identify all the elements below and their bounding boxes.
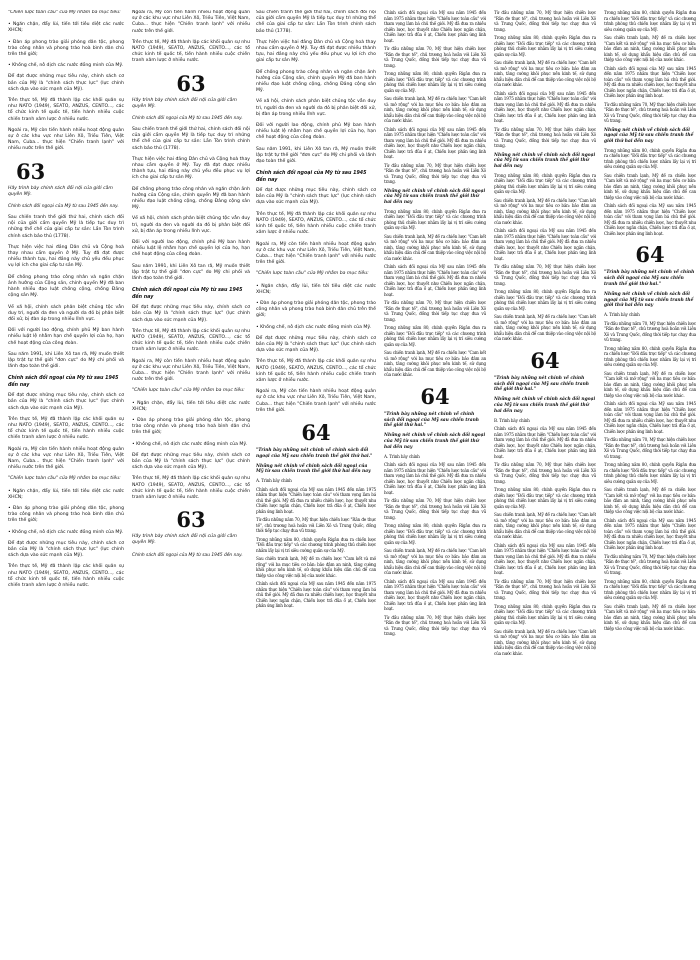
section-heading: Những nét chính về chính sách đối ngoại của Mỹ từ sau chiến tranh thế giới thứ hai đến nay: [494, 397, 596, 414]
goal-3: • Khống chế, nô dịch các nước đồng minh của Mỹ.: [132, 441, 248, 447]
section-heading: Những nét chính về chính sách đối ngoại của Mỹ từ sau chiến tranh thế giới thứ hai đến nay: [384, 433, 486, 450]
dense-paragraph: Sau chiến tranh lạnh, Mỹ đề ra chiến lược "Cam kết và mở rộng" với ba mục tiêu cơ bản: bảo đảm an ninh, tăng cường khôi phục nền kinh tế, sử dụng khẩu hiệu dân chủ để can thiệp vào công việc nội bộ của nước khác.: [604, 603, 696, 631]
goal-1: • Ngăn chặn, đẩy lùi, tiến tới tiêu diệt các nước XHCN;: [132, 400, 250, 412]
result-intro: Để đạt được những mục tiêu này, chính sách cơ bản của Mỹ là "chính sách thực lực" (lực chính sách dựa vào sức mạnh của Mỹ).: [8, 74, 124, 92]
dense-paragraph: Sau chiến tranh lạnh, Mỹ đề ra chiến lược "Cam kết và mở rộng" với ba mục tiêu cơ bản: bảo đảm an ninh, tăng cường khôi phục nền kinh tế, sử dụng khẩu hiệu dân chủ để can thiệp vào công việc nội bộ của nước khác.: [494, 314, 596, 342]
dense-paragraph: Trong những năm 80, chính quyền Rigân đưa ra chiến lược "Đối đầu trực tiếp" và các chương trình phòng thủ chiến lược nhằm lấy lại vị trí siêu cường quân sự của Mỹ.: [494, 289, 596, 311]
question: Hãy trình bày chính sách đối nội của giới cầm quyền Mỹ.: [132, 534, 237, 546]
dense-paragraph: Trong những năm 80, chính quyền Rigân đưa ra chiến lược "Đối đầu trực tiếp" và các chương trình phòng thủ chiến lược nhằm lấy lại vị trí siêu cường quân sự của Mỹ.: [604, 10, 696, 32]
sub-heading: A. Trình bày chính: [604, 312, 640, 318]
dense-paragraph: Từ đầu những năm 70, Mỹ thực hiện chiến lược "Răn đe thực tế", chủ trương hoà hoãn với Liên Xô và Trung Quốc, đồng thời tiếp tục chạy đua vũ trang.: [384, 300, 486, 322]
dense-paragraph: Từ đầu những năm 70, Mỹ thực hiện chiến lược "Răn đe thực tế", chủ trương hoà hoãn với Liên Xô và Trung Quốc, đồng thời tiếp tục chạy đua vũ trang.: [494, 578, 596, 601]
dense-paragraph: Trong những năm 80, chính quyền Rigân đưa ra chiến lược "Đối đầu trực tiếp" và các chương trình phòng thủ chiến lược nhằm lấy lại vị trí siêu cường quân sự của Mỹ.: [604, 345, 696, 368]
intro: Sau chiến tranh thế giới thứ hai, chính sách đối nội của giới cầm quyền Mỹ là tiếp tục duy trì những thể chế của giai cấp tư sản: Lần Tòn trình chính sách bảo thủ (1778).: [256, 10, 376, 34]
dense-paragraph: Chính sách đối ngoại của Mỹ sau năm 1945 đến năm 1975 nhằm thực hiện "Chiến lược toàn cầu" với tham vọng làm bá chủ thế giới. Mỹ đã đưa ra nhiều chiến lược, học thuyết như Chiến lược ngăn chặn, Chiến lược trả đũa ồ ạt, Chiến lược phản ứng linh hoạt.: [494, 90, 596, 123]
dense-paragraph: Từ đầu những năm 70, Mỹ thực hiện chiến lược "Răn đe thực tế", chủ trương hoà hoãn với Liên Xô và Trung Quốc, đồng thời tiếp tục chạy đua vũ trang.: [494, 126, 596, 148]
dense-paragraph: Sau chiến tranh lạnh, Mỹ đề ra chiến lược "Cam kết và mở rộng" với ba mục tiêu cơ bản: bảo đảm an ninh, tăng cường khôi phục nền kinh tế, sử dụng khẩu hiệu dân chủ để can thiệp vào công việc nội bộ của nước khác.: [604, 35, 696, 62]
dense-paragraph: Chính sách đối ngoại của Mỹ sau năm 1945 đến năm 1975 nhằm thực hiện "Chiến lược toàn cầu" với tham vọng làm bá chủ thế giới. Mỹ đã đưa ra nhiều chiến lược, học thuyết như Chiến lược ngăn chặn, Chiến lược trả đũa ồ ạt, Chiến lược phản ứng linh hoạt.: [256, 581, 376, 609]
goal-1: • Ngăn chặn, đẩy lùi, tiến tới tiêu diệt các nước XHCN;: [8, 488, 124, 500]
dense-paragraph: Chính sách đối ngoại của Mỹ sau năm 1945 đến năm 1975 nhằm thực hiện "Chiến lược toàn cầu" với tham vọng làm bá chủ thế giới. Mỹ đã đưa ra nhiều chiến lược, học thuyết như Chiến lược ngăn chặn, Chiến lược trả đũa ồ ạt, Chiến lược phản ứng linh hoạt.: [604, 401, 696, 434]
dense-paragraph: Chính sách đối ngoại của Mỹ sau năm 1945 đến năm 1975 nhằm thực hiện "Chiến lược toàn cầu" với tham vọng làm bá chủ thế giới. Mỹ đã đưa ra nhiều chiến lược, học thuyết như Chiến lược ngăn chặn, Chiến lược trả đũa ồ ạt, Chiến lược phản ứng linh hoạt.: [604, 65, 696, 98]
dense-paragraph: Chính sách đối ngoại của Mỹ sau năm 1945 đến năm 1975 nhằm thực hiện "Chiến lược toàn cầu" với tham vọng làm bá chủ thế giới. Mỹ đã đưa ra nhiều chiến lược, học thuyết như Chiến lược ngăn chặn, Chiến lược trả đũa ồ ạt, Chiến lược phản ứng linh hoạt.: [384, 264, 486, 297]
result-intro: Để đạt được những mục tiêu này, chính sách cơ bản của Mỹ là "chính sách thực lực" (lực chính sách dựa vào sức mạnh của Mỹ).: [132, 305, 250, 323]
dense-paragraph: Sau chiến tranh lạnh, Mỹ đề ra chiến lược "Cam kết và mở rộng" với ba mục tiêu cơ bản: bảo đảm an ninh, tăng cường khôi phục nền kinh tế, sử dụng khẩu hiệu dân chủ để can thiệp vào công việc nội bộ của nước khác.: [494, 197, 596, 225]
alliances: Trên thực tế, Mỹ đã thành lập các khối quân sự như NATO (1949), SEATO, ANZUS, CENTO..., các tổ chức kinh tế quốc tế, tiến hành nhiều cuộc chiến tranh xâm lược ở nhiều nước.: [132, 328, 250, 353]
question-ref: Chính sách đối ngoại của Mỹ từ sau 1945 đến nay.: [132, 116, 243, 122]
equality: Về xã hội, chính sách phân biệt chủng tộc vẫn duy trì, người da đen và người da đỏ bị phân biệt đối xử, bị đàn áp trong nhiều lĩnh vực.: [8, 304, 124, 322]
quote: "Chiến lược toàn cầu" của Mỹ nhằm ba mục tiêu:: [256, 271, 369, 277]
column-4: [384, 10, 486, 640]
dense-paragraph: Chính sách đối ngoại của Mỹ sau năm 1945 đến năm 1975 nhằm thực hiện "Chiến lược toàn cầu" với tham vọng làm bá chủ thế giới. Mỹ đã đưa ra nhiều chiến lược, học thuyết như Chiến lược ngăn chặn, Chiến lược trả đũa ồ ạt, Chiến lược phản ứng linh hoạt.: [494, 228, 596, 261]
section-heading: Chính sách đối ngoại của Mỹ từ sau 1945 đến nay: [8, 376, 119, 388]
goal-3: • Khống chế, nô dịch các nước đồng minh của Mỹ.: [8, 63, 124, 69]
cold-war: Ngoài ra, Mỹ còn tiến hành nhiều hoạt động quân sự ở các khu vực như Liên Xô, Triều Tiên, Việt Nam, Cuba... thực hiện "Chiến tranh lạnh" với nhiều nước trên thế giới.: [256, 241, 376, 266]
goal-3: • Khống chế, nô dịch các nước đồng minh của Mỹ.: [256, 324, 372, 330]
section-heading: Những nét chính về chính sách đối ngoại của Mỹ từ sau chiến tranh thế giới thứ hai đến nay: [604, 291, 694, 309]
column-6: [604, 10, 696, 634]
goal-2: • Đàn áp phong trào giải phóng dân tộc, phong trào công nhân và phong trào hoà bình dân chủ trên thế giới;: [8, 505, 124, 524]
dense-paragraph: Trong những năm 80, chính quyền Rigân đưa ra chiến lược "Đối đầu trực tiếp" và các chương trình phòng thủ chiến lược nhằm lấy lại vị trí siêu cường quân sự của Mỹ.: [604, 147, 696, 170]
dense-paragraph: Chính sách đối ngoại của Mỹ sau năm 1945 đến năm 1975 nhằm thực hiện "Chiến lược toàn cầu" với tham vọng làm bá chủ thế giới. Mỹ đã đưa ra nhiều chiến lược, học thuyết như Chiến lược ngăn chặn, Chiến lược trả đũa ồ ạt, Chiến lược phản ứng linh hoạt.: [384, 462, 486, 495]
question: Hãy trình bày chính sách đối nội của giới cầm quyền Mỹ.: [8, 185, 113, 197]
parties: Thực hiện việc hai đảng Dân chủ và Cộng hoà thay nhau cầm quyền ở Mỹ. Tuy đã đạt được nhiều thành tựu, hai đảng này chủ yếu đều phục vụ lợi ích cho giai cấp tư sản Mỹ.: [132, 156, 250, 181]
goal-2: • Đàn áp phong trào giải phóng dân tộc, phong trào công nhân và phong trào hoà bình dân chủ trên thế giới;: [132, 417, 250, 436]
dense-paragraph: Trong những năm 80, chính quyền Rigân đưa ra chiến lược "Đối đầu trực tiếp" và các chương trình phòng thủ chiến lược nhằm lấy lại vị trí siêu cường quân sự của Mỹ.: [256, 536, 376, 553]
column-1: [8, 10, 124, 594]
section-heading: Những nét chính về chính sách đối ngoại của Mỹ từ sau chiến tranh thế giới thứ hai đến nay: [256, 463, 371, 475]
quote: "Chiến lược toàn cầu" của Mỹ nhằm ba mục tiêu:: [8, 10, 121, 15]
dense-paragraph: Chính sách đối ngoại của Mỹ sau năm 1945 đến năm 1975 nhằm thực hiện "Chiến lược toàn cầu" với tham vọng làm bá chủ thế giới. Mỹ đã đưa ra nhiều chiến lược, học thuyết như Chiến lược ngăn chặn, Chiến lược trả đũa ồ ạt, Chiến lược phản ứng linh hoạt.: [384, 10, 486, 43]
section-number: 63: [176, 507, 206, 533]
cold-war: Ngoài ra, Mỹ còn tiến hành nhiều hoạt động quân sự ở các khu vực như Liên Xô, Triều Tiên, Việt Nam, Cuba... thực hiện "Chiến tranh lạnh" với nhiều nước trên thế giới.: [256, 389, 376, 413]
result-intro: Để đạt được những mục tiêu này, chính sách cơ bản của Mỹ là "chính sách thực lực" (lực chính sách dựa vào sức mạnh của Mỹ).: [256, 335, 376, 354]
dense-paragraph: Từ đầu những năm 70, Mỹ thực hiện chiến lược "Răn đe thực tế", chủ trương hoà hoãn với Liên Xô và Trung Quốc, đồng thời tiếp tục chạy đua vũ trang.: [494, 264, 596, 286]
alliances: Trên thực tế, Mỹ đã thành lập các khối quân sự như NATO (1949), SEATO, ANZUS, CENTO..., các tổ chức kinh tế quốc tế, tiến hành nhiều cuộc chiến tranh xâm lược ở nhiều nước.: [8, 98, 124, 122]
section-number: 64: [530, 347, 560, 373]
dense-paragraph: Từ đầu những năm 70, Mỹ thực hiện chiến lược "Răn đe thực tế", chủ trương hoà hoãn với Liên Xô và Trung Quốc, đồng thời tiếp tục chạy đua vũ trang.: [384, 614, 486, 637]
dense-paragraph: Từ đầu những năm 70, Mỹ thực hiện chiến lược "Răn đe thực tế", chủ trương hoà hoãn với Liên Xô và Trung Quốc, đồng thời tiếp tục chạy đua vũ trang.: [494, 462, 596, 484]
alliances: Trên thực tế, Mỹ đã thành lập các khối quân sự như NATO (1949), SEATO, ANZUS, CENTO..., các tổ chức kinh tế quốc tế, tiến hành nhiều cuộc chiến tranh xâm lược ở nhiều nước.: [256, 211, 376, 236]
quote: "Chiến lược toàn cầu" của Mỹ nhằm ba mục tiêu:: [8, 476, 121, 482]
dense-paragraph: Chính sách đối ngoại của Mỹ sau năm 1945 đến năm 1975 nhằm thực hiện "Chiến lược toàn cầu" với tham vọng làm bá chủ thế giới. Mỹ đã đưa ra nhiều chiến lược, học thuyết như Chiến lược ngăn chặn, Chiến lược trả đũa ồ ạt, Chiến lược phản ứng linh hoạt.: [384, 578, 486, 612]
question: "Trình bày những nét chính về chính sách đối ngoại của Mỹ sau chiến tranh thế giới thứ hai.": [604, 270, 695, 287]
result-intro: Để đạt được những mục tiêu này, chính sách cơ bản của Mỹ là "chính sách thực lực" (lực chính sách dựa vào sức mạnh của Mỹ).: [132, 452, 250, 471]
intro: Sau chiến tranh thế giới thứ hai, chính sách đối nội của giới cầm quyền Mỹ là tiếp tục duy trì những thể chế của giai cấp tư sản: Lần Tòn trình chính sách bảo thủ (1778).: [8, 215, 124, 239]
post-1991: Sau năm 1991, khi Liên Xô tan rã, Mỹ muốn thiết lập trật tự thế giới "đơn cực" do Mỹ chi phối và lãnh đạo toàn thế giới.: [256, 146, 376, 165]
section-heading: Những nét chính về chính sách đối ngoại của Mỹ từ sau chiến tranh thế giới thứ hai đến nay: [604, 127, 694, 145]
section-heading: Chính sách đối ngoại của Mỹ từ sau 1945 đến nay: [256, 171, 367, 183]
alliances: Trên thực tế, Mỹ đã thành lập các khối quân sự như NATO (1949), SEATO, ANZUS, CENTO..., các tổ chức kinh tế quốc tế, tiến hành nhiều cuộc chiến tranh xâm lược ở nhiều nước.: [256, 359, 376, 383]
dense-paragraph: Chính sách đối ngoại của Mỹ sau năm 1945 đến năm 1975 nhằm thực hiện "Chiến lược toàn cầu" với tham vọng làm bá chủ thế giới. Mỹ đã đưa ra nhiều chiến lược, học thuyết như Chiến lược ngăn chặn, Chiến lược trả đũa ồ ạt, Chiến lược phản ứng linh hoạt.: [494, 426, 596, 459]
alliances: Trên thực tế, Mỹ đã thành lập các khối quân sự như NATO (1949), SEATO, ANZUS, CENTO..., các tổ chức kinh tế quốc tế, tiến hành nhiều cuộc chiến tranh xâm lược ở nhiều nước.: [132, 39, 250, 64]
goal-2: • Đàn áp phong trào giải phóng dân tộc, phong trào công nhân và phong trào hoà bình dân chủ trên thế giới;: [8, 39, 124, 58]
equality: Về xã hội, chính sách phân biệt chủng tộc vẫn duy trì, người da đen và người da đỏ bị phân biệt đối xử, bị đàn áp trong nhiều lĩnh vực.: [132, 216, 250, 234]
dense-paragraph: Trong những năm 80, chính quyền Rigân đưa ra chiến lược "Đối đầu trực tiếp" và các chương trình phòng thủ chiến lược nhằm lấy lại vị trí siêu cường quân sự của Mỹ.: [384, 208, 486, 231]
post-1991: Sau năm 1991, khi Liên Xô tan rã, Mỹ muốn thiết lập trật tự thế giới "đơn cực" do Mỹ chi phối và lãnh đạo toàn thế giới.: [8, 351, 124, 370]
dense-paragraph: Từ đầu những năm 70, Mỹ thực hiện chiến lược "Răn đe thực tế", chủ trương hoà hoãn với Liên Xô và Trung Quốc, đồng thời tiếp tục chạy đua vũ trang.: [604, 553, 696, 576]
question-ref: Chính sách đối ngoại của Mỹ từ sau 1945 đến nay.: [8, 204, 119, 210]
column-3: [256, 10, 376, 612]
dense-paragraph: Trong những năm 80, chính quyền Rigân đưa ra chiến lược "Đối đầu trực tiếp" và các chương trình phòng thủ chiến lược nhằm lấy lại vị trí siêu cường quân sự của Mỹ.: [494, 487, 596, 509]
sub-heading: A. Trình bày chính: [256, 478, 292, 484]
dense-paragraph: Chính sách đối ngoại của Mỹ sau năm 1945 đến năm 1975 nhằm thực hiện "Chiến lược toàn cầu" với tham vọng làm bá chủ thế giới. Mỹ đã đưa ra nhiều chiến lược, học thuyết như Chiến lược ngăn chặn, Chiến lược trả đũa ồ ạt, Chiến lược phản ứng linh hoạt.: [384, 126, 486, 159]
question: Hãy trình bày chính sách đối nội của giới cầm quyền Mỹ.: [132, 97, 237, 109]
question-ref: Chính sách đối ngoại của Mỹ từ sau 1945 đến nay.: [132, 552, 243, 558]
repression: Để chống phong trào công nhân và ngăn chặn ảnh hưởng của Cộng sản, chính quyền Mỹ đã ban hành nhiều đạo luật chống cộng, chống Đảng cộng sản Mỹ.: [8, 274, 124, 299]
dense-paragraph: Trong những năm 80, chính quyền Rigân đưa ra chiến lược "Đối đầu trực tiếp" và các chương trình phòng thủ chiến lược nhằm lấy lại vị trí siêu cường quân sự của Mỹ.: [384, 325, 486, 347]
dense-paragraph: Sau chiến tranh lạnh, Mỹ đề ra chiến lược "Cam kết và mở rộng" với ba mục tiêu cơ bản: bảo đảm an ninh, tăng cường khôi phục nền kinh tế, sử dụng khẩu hiệu dân chủ để can thiệp vào công việc nội bộ của nước khác.: [604, 487, 696, 515]
goal-2: • Đàn áp phong trào giải phóng dân tộc, phong trào công nhân và phong trào hoà bình dân chủ trên thế giới;: [256, 300, 376, 319]
section-number: 64: [301, 419, 331, 445]
dense-paragraph: Sau chiến tranh lạnh, Mỹ đề ra chiến lược "Cam kết và mở rộng" với ba mục tiêu cơ bản: bảo đảm an ninh, tăng cường khôi phục nền kinh tế, sử dụng khẩu hiệu dân chủ để can thiệp vào công việc nội bộ của nước khác.: [494, 512, 596, 540]
post-1991: Sau năm 1991, khi Liên Xô tan rã, Mỹ muốn thiết lập trật tự thế giới "đơn cực" do Mỹ chi phối và lãnh đạo toàn thế giới.: [132, 263, 250, 282]
dense-paragraph: Sau chiến tranh lạnh, Mỹ đề ra chiến lược "Cam kết và mở rộng" với ba mục tiêu cơ bản: bảo đảm an ninh, tăng cường khôi phục nền kinh tế, sử dụng khẩu hiệu dân chủ để can thiệp vào công việc nội bộ của nước khác.: [384, 548, 486, 576]
dense-paragraph: Trong những năm 80, chính quyền Rigân đưa ra chiến lược "Đối đầu trực tiếp" và các chương trình phòng thủ chiến lược nhằm lấy lại vị trí siêu cường quân sự của Mỹ.: [384, 523, 486, 545]
dense-paragraph: Chính sách đối ngoại của Mỹ sau năm 1945 đến năm 1975 nhằm thực hiện "Chiến lược toàn cầu" với tham vọng làm bá chủ thế giới. Mỹ đã đưa ra nhiều chiến lược, học thuyết như Chiến lược ngăn chặn, Chiến lược trả đũa ồ ạt, Chiến lược phản ứng linh hoạt.: [604, 517, 696, 551]
cold-war: Ngoài ra, Mỹ còn tiến hành nhiều hoạt động quân sự ở các khu vực như Liên Xô, Triều Tiên, Việt Nam, Cuba... thực hiện "Chiến tranh lạnh" với nhiều nước trên thế giới.: [8, 446, 124, 471]
dense-paragraph: Chính sách đối ngoại của Mỹ sau năm 1945 đến năm 1975 nhằm thực hiện "Chiến lược toàn cầu" với tham vọng làm bá chủ thế giới. Mỹ đã đưa ra nhiều chiến lược, học thuyết như Chiến lược ngăn chặn, Chiến lược trả đũa ồ ạt, Chiến lược phản ứng linh hoạt.: [604, 203, 696, 236]
cold-war: Ngoài ra, Mỹ còn tiến hành nhiều hoạt động quân sự ở các khu vực như Liên Xô, Triều Tiên, Việt Nam, Cuba... thực hiện "Chiến tranh lạnh" với nhiều nước trên thế giới.: [8, 127, 124, 152]
dense-paragraph: Trong những năm 80, chính quyền Rigân đưa ra chiến lược "Đối đầu trực tiếp" và các chương trình phòng thủ chiến lược nhằm lấy lại vị trí siêu cường quân sự của Mỹ.: [494, 35, 596, 57]
dense-paragraph: Sau chiến tranh lạnh, Mỹ đề ra chiến lược "Cam kết và mở rộng" với ba mục tiêu cơ bản: bảo đảm an ninh, tăng cường khôi phục nền kinh tế, sử dụng khẩu hiệu dân chủ để can thiệp vào công việc nội bộ của nước khác.: [604, 172, 696, 200]
section-heading: Chính sách đối ngoại của Mỹ từ sau 1945 đến nay: [132, 288, 243, 300]
alliances: Trên thực tế, Mỹ đã thành lập các khối quân sự như NATO (1949), SEATO, ANZUS, CENTO..., các tổ chức kinh tế quốc tế, tiến hành nhiều cuộc chiến tranh xâm lược ở nhiều nước.: [8, 564, 124, 589]
summary: Đối với người lao động, chính phủ Mỹ ban hành nhiều luật lệ nhằm hạn chế quyền lợi của họ, hạn chế hoạt động của công đoàn.: [8, 328, 124, 346]
goal-1: • Ngăn chặn, đẩy lùi, tiến tới tiêu diệt các nước XHCN;: [8, 22, 124, 34]
dense-paragraph: Từ đầu những năm 70, Mỹ thực hiện chiến lược "Răn đe thực tế", chủ trương hoà hoãn với Liên Xô và Trung Quốc, đồng thời tiếp tục chạy đua vũ trang.: [384, 162, 486, 184]
cold-war: Ngoài ra, Mỹ còn tiến hành nhiều hoạt động quân sự ở các khu vực như Liên Xô, Triều Tiên, Việt Nam, Cuba... thực hiện "Chiến tranh lạnh" với nhiều nước trên thế giới.: [132, 10, 250, 34]
dense-paragraph: Trong những năm 80, chính quyền Rigân đưa ra chiến lược "Đối đầu trực tiếp" và các chương trình phòng thủ chiến lược nhằm lấy lại vị trí siêu cường quân sự của Mỹ.: [604, 462, 696, 484]
section-number: 63: [176, 70, 206, 96]
dense-paragraph: Sau chiến tranh lạnh, Mỹ đề ra chiến lược "Cam kết và mở rộng" với ba mục tiêu cơ bản: bảo đảm an ninh, tăng cường khôi phục nền kinh tế, sử dụng khẩu hiệu dân chủ để can thiệp vào công việc nội bộ của nước khác.: [604, 370, 696, 398]
intro: Sau chiến tranh thế giới thứ hai, chính sách đối nội của giới cầm quyền Mỹ là tiếp tục duy trì những thể chế của giai cấp tư sản: Lần Tòn trình chính sách bảo thủ (1778).: [132, 127, 250, 151]
dense-paragraph: Từ đầu những năm 70, Mỹ thực hiện chiến lược "Răn đe thực tế", chủ trương hoà hoãn với Liên Xô và Trung Quốc, đồng thời tiếp tục chạy đua vũ trang.: [604, 320, 696, 343]
result-intro: Để đạt được những mục tiêu này, chính sách cơ bản của Mỹ là "chính sách thực lực" (lực chính sách dựa vào sức mạnh của Mỹ).: [8, 540, 124, 559]
section-number: 64: [420, 383, 450, 409]
dense-paragraph: Sau chiến tranh lạnh, Mỹ đề ra chiến lược "Cam kết và mở rộng" với ba mục tiêu cơ bản: bảo đảm an ninh, tăng cường khôi phục nền kinh tế, sử dụng khẩu hiệu dân chủ để can thiệp vào công việc nội bộ của nước khác.: [494, 628, 596, 656]
cold-war: Ngoài ra, Mỹ còn tiến hành nhiều hoạt động quân sự ở các khu vực như Liên Xô, Triều Tiên, Việt Nam, Cuba... thực hiện "Chiến tranh lạnh" với nhiều nước trên thế giới.: [132, 358, 250, 383]
dense-paragraph: Sau chiến tranh lạnh, Mỹ đề ra chiến lược "Cam kết và mở rộng" với ba mục tiêu cơ bản: bảo đảm an ninh, tăng cường khôi phục nền kinh tế, sử dụng khẩu hiệu dân chủ để can thiệp vào công việc nội bộ của nước khác.: [384, 96, 486, 123]
dense-paragraph: Trong những năm 80, chính quyền Rigân đưa ra chiến lược "Đối đầu trực tiếp" và các chương trình phòng thủ chiến lược nhằm lấy lại vị trí siêu cường quân sự của Mỹ.: [494, 172, 596, 195]
goal-3: • Khống chế, nô dịch các nước đồng minh của Mỹ.: [8, 529, 124, 535]
column-2: [132, 10, 250, 564]
section-heading: Những nét chính về chính sách đối ngoại của Mỹ từ sau chiến tranh thế giới thứ hai đến nay: [384, 188, 486, 206]
alliances: Trên thực tế, Mỹ đã thành lập các khối quân sự như NATO (1949), SEATO, ANZUS, CENTO..., các tổ chức kinh tế quốc tế, tiến hành nhiều cuộc chiến tranh xâm lược ở nhiều nước.: [132, 476, 250, 500]
dense-paragraph: Từ đầu những năm 70, Mỹ thực hiện chiến lược "Răn đe thực tế", chủ trương hoà hoãn với Liên Xô và Trung Quốc, đồng thời tiếp tục chạy đua vũ trang.: [256, 517, 376, 534]
dense-paragraph: Trong những năm 80, chính quyền Rigân đưa ra chiến lược "Đối đầu trực tiếp" và các chương trình phòng thủ chiến lược nhằm lấy lại vị trí siêu cường quân sự của Mỹ.: [494, 603, 596, 626]
question: "Trình bày những nét chính về chính sách đối ngoại của Mỹ sau chiến tranh thế giới thứ hai.": [384, 411, 479, 429]
section-number: 64: [635, 242, 665, 268]
alliances: Trên thực tế, Mỹ đã thành lập các khối quân sự như NATO (1949), SEATO, ANZUS, CENTO..., các tổ chức kinh tế quốc tế, tiến hành nhiều cuộc chiến tranh xâm lược ở nhiều nước.: [8, 416, 124, 441]
goal-1: • Ngăn chặn, đẩy lùi, tiến tới tiêu diệt các nước XHCN;: [256, 283, 376, 295]
section-number: 63: [16, 158, 46, 184]
summary: Đối với người lao động, chính phủ Mỹ ban hành nhiều luật lệ nhằm hạn chế quyền lợi của họ, hạn chế hoạt động của công đoàn.: [132, 240, 250, 258]
dense-paragraph: Sau chiến tranh lạnh, Mỹ đề ra chiến lược "Cam kết và mở rộng" với ba mục tiêu cơ bản: bảo đảm an ninh, tăng cường khôi phục nền kinh tế, sử dụng khẩu hiệu dân chủ để can thiệp vào công việc nội bộ của nước khác.: [256, 556, 376, 578]
sub-heading: A. Trình bày chính: [384, 453, 420, 459]
section-heading: Những nét chính về chính sách đối ngoại của Mỹ từ sau chiến tranh thế giới thứ hai đến nay: [494, 152, 596, 170]
result-intro: Để đạt được những mục tiêu này, chính sách cơ bản của Mỹ là "chính sách thực lực" (lực chính sách dựa vào sức mạnh của Mỹ).: [256, 188, 376, 206]
dense-paragraph: Sau chiến tranh lạnh, Mỹ đề ra chiến lược "Cam kết và mở rộng" với ba mục tiêu cơ bản: bảo đảm an ninh, tăng cường khôi phục nền kinh tế, sử dụng khẩu hiệu dân chủ để can thiệp vào công việc nội bộ của nước khác.: [384, 350, 486, 378]
repression: Để chống phong trào công nhân và ngăn chặn ảnh hưởng của Cộng sản, chính quyền Mỹ đã ban hành nhiều đạo luật chống cộng, chống Đảng cộng sản Mỹ.: [256, 69, 376, 94]
dense-paragraph: Từ đầu những năm 70, Mỹ thực hiện chiến lược "Răn đe thực tế", chủ trương hoà hoãn với Liên Xô và Trung Quốc, đồng thời tiếp tục chạy đua vũ trang.: [604, 437, 696, 459]
dense-paragraph: Từ đầu những năm 70, Mỹ thực hiện chiến lược "Răn đe thực tế", chủ trương hoà hoãn với Liên Xô và Trung Quốc, đồng thời tiếp tục chạy đua vũ trang.: [384, 498, 486, 520]
parties: Thực hiện việc hai đảng Dân chủ và Cộng hoà thay nhau cầm quyền ở Mỹ. Tuy đã đạt được nhiều thành tựu, hai đảng này chủ yếu đều phục vụ lợi ích cho giai cấp tư sản Mỹ.: [256, 39, 376, 64]
equality: Về xã hội, chính sách phân biệt chủng tộc vẫn duy trì, người da đen và người da đỏ bị phân biệt đối xử, bị đàn áp trong nhiều lĩnh vực.: [256, 99, 376, 117]
column-5: [494, 10, 596, 659]
question: "Trình bày những nét chính về chính sách đối ngoại của Mỹ sau chiến tranh thế giới thứ hai.": [256, 447, 373, 459]
quote: "Chiến lược toàn cầu" của Mỹ nhằm ba mục tiêu:: [132, 388, 245, 394]
dense-paragraph: Trong những năm 80, chính quyền Rigân đưa ra chiến lược "Đối đầu trực tiếp" và các chương trình phòng thủ chiến lược nhằm lấy lại vị trí siêu cường quân sự của Mỹ.: [604, 578, 696, 601]
dense-paragraph: Từ đầu những năm 70, Mỹ thực hiện chiến lược "Răn đe thực tế", chủ trương hoà hoãn với Liên Xô và Trung Quốc, đồng thời tiếp tục chạy đua vũ trang.: [494, 10, 596, 32]
dense-paragraph: Chính sách đối ngoại của Mỹ sau năm 1945 đến năm 1975 nhằm thực hiện "Chiến lược toàn cầu" với tham vọng làm bá chủ thế giới. Mỹ đã đưa ra nhiều chiến lược, học thuyết như Chiến lược ngăn chặn, Chiến lược trả đũa ồ ạt, Chiến lược phản ứng linh hoạt.: [256, 486, 376, 514]
dense-paragraph: Từ đầu những năm 70, Mỹ thực hiện chiến lược "Răn đe thực tế", chủ trương hoà hoãn với Liên Xô và Trung Quốc, đồng thời tiếp tục chạy đua vũ trang.: [604, 101, 696, 123]
dense-paragraph: Chính sách đối ngoại của Mỹ sau năm 1945 đến năm 1975 nhằm thực hiện "Chiến lược toàn cầu" với tham vọng làm bá chủ thế giới. Mỹ đã đưa ra nhiều chiến lược, học thuyết như Chiến lược ngăn chặn, Chiến lược trả đũa ồ ạt, Chiến lược phản ứng linh hoạt.: [494, 542, 596, 576]
sub-heading: B. Trình bày chính: [494, 417, 530, 423]
dense-paragraph: Từ đầu những năm 70, Mỹ thực hiện chiến lược "Răn đe thực tế", chủ trương hoà hoãn với Liên Xô và Trung Quốc, đồng thời tiếp tục chạy đua vũ trang.: [384, 46, 486, 68]
repression: Để chống phong trào công nhân và ngăn chặn ảnh hưởng của Cộng sản, chính quyền Mỹ đã ban hành nhiều đạo luật chống cộng, chống Đảng cộng sản Mỹ.: [132, 186, 250, 211]
dense-paragraph: Sau chiến tranh lạnh, Mỹ đề ra chiến lược "Cam kết và mở rộng" với ba mục tiêu cơ bản: bảo đảm an ninh, tăng cường khôi phục nền kinh tế, sử dụng khẩu hiệu dân chủ để can thiệp vào công việc nội bộ của nước khác.: [494, 60, 596, 87]
result-intro: Để đạt được những mục tiêu này, chính sách cơ bản của Mỹ là "chính sách thực lực" (lực chính sách dựa vào sức mạnh của Mỹ).: [8, 393, 124, 411]
summary: Đối với người lao động, chính phủ Mỹ ban hành nhiều luật lệ nhằm hạn chế quyền lợi của họ, hạn chế hoạt động của công đoàn.: [256, 123, 376, 141]
parties: Thực hiện việc hai đảng Dân chủ và Cộng hoà thay nhau cầm quyền ở Mỹ. Tuy đã đạt được nhiều thành tựu, hai đảng này chủ yếu đều phục vụ lợi ích cho giai cấp tư sản Mỹ.: [8, 244, 124, 269]
dense-paragraph: Sau chiến tranh lạnh, Mỹ đề ra chiến lược "Cam kết và mở rộng" với ba mục tiêu cơ bản: bảo đảm an ninh, tăng cường khôi phục nền kinh tế, sử dụng khẩu hiệu dân chủ để can thiệp vào công việc nội bộ của nước khác.: [384, 233, 486, 261]
dense-paragraph: Trong những năm 80, chính quyền Rigân đưa ra chiến lược "Đối đầu trực tiếp" và các chương trình phòng thủ chiến lược nhằm lấy lại vị trí siêu cường quân sự của Mỹ.: [384, 71, 486, 93]
question: "Trình bày những nét chính về chính sách đối ngoại của Mỹ sau chiến tranh thế giới thứ hai.": [494, 375, 589, 393]
